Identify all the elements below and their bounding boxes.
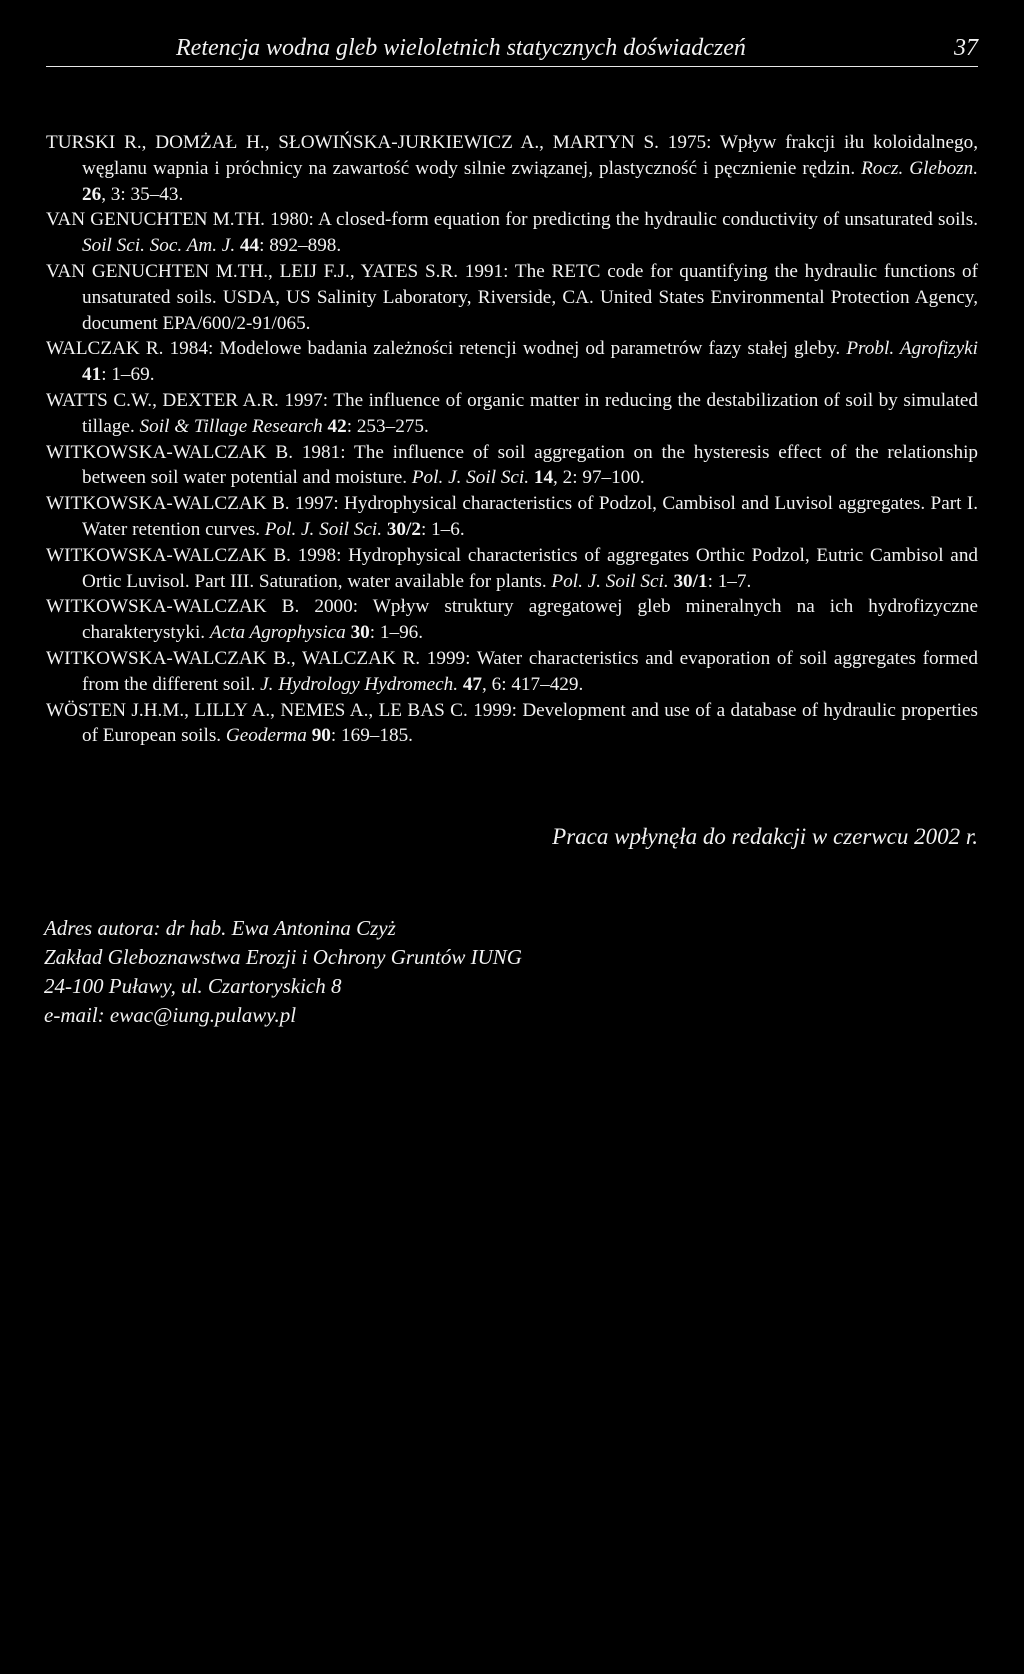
- reference-journal: J. Hydrology Hydromech.: [260, 673, 459, 695]
- reference-volume: 26: [82, 183, 102, 205]
- reference-authors: TURSKI R., DOMŻAŁ H., SŁOWIŃSKA-JURKIEWICZ A., MARTYN S.: [46, 132, 659, 153]
- reference-year: 1997: [294, 493, 334, 515]
- reference-list: [46, 130, 978, 749]
- reference-title: The influence of organic matter in reducing the destabilization of soil by simulated tillage.: [82, 389, 979, 437]
- reference-journal: Acta Agrophysica: [209, 622, 346, 644]
- reference-pages: : 892–898.: [259, 235, 342, 257]
- reference-title: A closed-form equation for predicting the hydraulic conductivity of unsaturated soils.: [318, 209, 978, 231]
- reference-entry: WITKOWSKA-WALCZAK B. 1998: Hydrophysical characteristics of aggregates Orthic Podzol, Eutric Cambisol and Ortic Luvisol. Part III. Saturation, water available for plants. Pol. J. Soil Sci. 30/1: 1–7.: [46, 544, 979, 592]
- reference-authors: WATTS C.W., DEXTER A.R.: [46, 389, 279, 411]
- reference-pages: : 1–69.: [101, 364, 155, 386]
- reference-entry: VAN GENUCHTEN M.TH., LEIJ F.J., YATES S.R. 1991: The RETC code for quantifying the hydraulic functions of unsaturated soils. USDA, US Salinity Laboratory, Riverside, CA. United States Environmental Protection Agency, document EPA/600/2-91/065.: [46, 260, 979, 334]
- reference-volume: 42: [327, 415, 347, 437]
- reference-entry: VAN GENUCHTEN M.TH. 1980: A closed-form equation for predicting the hydraulic conductivity of unsaturated soils. Soil Sci. Soc. Am. J. 44: 892–898.: [46, 209, 978, 257]
- reference-volume: 41: [82, 364, 102, 386]
- reference-authors: VAN GENUCHTEN M.TH., LEIJ F.J., YATES S.R.: [46, 260, 459, 282]
- reference-volume: 30/2: [386, 518, 421, 540]
- reference-year: 1999: [473, 699, 512, 721]
- reference-year: 1997: [284, 389, 323, 411]
- reference-authors: WITKOWSKA-WALCZAK B.: [46, 596, 300, 618]
- reference-journal: Pol. J. Soil Sci.: [551, 570, 669, 592]
- reference-authors: WITKOWSKA-WALCZAK B.: [46, 493, 290, 515]
- reference-entry: WITKOWSKA-WALCZAK B. 1997: Hydrophysical characteristics of Podzol, Cambisol and Luvisol aggregates. Part I. Water retention curves. Pol. J. Soil Sci. 30/2: 1–6.: [46, 493, 979, 540]
- reference-year: 1999: [426, 647, 466, 669]
- page-number: 37: [954, 35, 978, 61]
- reference-title: Water characteristics and evaporation of soil aggregates formed from the different soil.: [82, 647, 979, 695]
- reference-volume: 44: [239, 235, 260, 257]
- reference-title: Modelowe badania zależności retencji wodnej od parametrów fazy stałej gleby.: [219, 338, 841, 360]
- reference-authors: WALCZAK R.: [46, 338, 164, 360]
- reference-year: 2000: [314, 596, 353, 618]
- reference-authors: WITKOWSKA-WALCZAK B., WALCZAK R.: [46, 647, 421, 669]
- reference-title: Wpływ struktury agregatowej gleb mineralnych na ich hydrofizyczne charakterystyki.: [82, 596, 979, 644]
- reference-entry: WALCZAK R. 1984: Modelowe badania zależności retencji wodnej od parametrów fazy stałej gleby. Probl. Agrofizyki 41: 1–69.: [46, 338, 979, 386]
- reference-year: 1975: [667, 132, 707, 153]
- reference-volume: 47: [462, 673, 482, 695]
- reference-year: 1981: [301, 441, 341, 463]
- reference-authors: WÖSTEN J.H.M., LILLY A., NEMES A., LE BAS C.: [46, 699, 468, 721]
- author-address: [44, 914, 522, 1030]
- reference-year: 1998: [297, 544, 337, 566]
- reference-pages: , 2: 97–100.: [553, 467, 645, 489]
- reference-authors: WITKOWSKA-WALCZAK B.: [46, 544, 291, 566]
- reference-authors: VAN GENUCHTEN M.TH.: [46, 209, 265, 231]
- reference-title: The RETC code for quantifying the hydraulic functions of unsaturated soils. USDA, US Salinity Laboratory, Riverside, CA. United States Environmental Protection Agency, document EPA/600/2-91/065.: [82, 260, 979, 334]
- reference-volume: 90: [311, 725, 331, 747]
- reference-entry: WÖSTEN J.H.M., LILLY A., NEMES A., LE BAS C. 1999: Development and use of a database of hydraulic properties of European soils. Geoderma 90: 169–185.: [46, 699, 978, 747]
- reference-title: Hydrophysical characteristics of Podzol, Cambisol and Luvisol aggregates. Part I. Water retention curves.: [82, 493, 979, 540]
- address-line: e-mail: ewac@iung.pulawy.pl: [44, 1003, 297, 1027]
- reference-pages: , 3: 35–43.: [101, 183, 184, 205]
- reference-journal: Soil Sci. Soc. Am. J.: [82, 235, 236, 257]
- reference-title: The influence of soil aggregation on the hysteresis effect of the relationship between soil water potential and moisture.: [82, 441, 979, 489]
- reference-pages: : 1–6.: [420, 518, 465, 540]
- reference-entry: WATTS C.W., DEXTER A.R. 1997: The influence of organic matter in reducing the destabilization of soil by simulated tillage. Soil & Tillage Research 42: 253–275.: [46, 389, 979, 437]
- reference-journal: Soil & Tillage Research: [139, 415, 323, 437]
- reference-title: Development and use of a database of hydraulic properties of European soils.: [82, 699, 978, 747]
- reference-pages: : 1–96.: [369, 622, 424, 644]
- address-line: Zakład Gleboznawstwa Erozji i Ochrony Gruntów IUNG: [44, 945, 522, 969]
- running-title: Retencja wodna gleb wieloletnich statycznych doświadczeń: [176, 35, 746, 61]
- reference-volume: 14: [533, 467, 554, 489]
- reference-pages: : 1–7.: [707, 570, 752, 592]
- address-line: 24-100 Puławy, ul. Czartoryskich 8: [44, 974, 342, 998]
- reference-authors: WITKOWSKA-WALCZAK B.: [46, 441, 294, 463]
- reference-journal: Probl. Agrofizyki: [846, 338, 979, 360]
- reference-entry: WITKOWSKA-WALCZAK B. 1981: The influence of soil aggregation on the hysteresis effect of the relationship between soil water potential and moisture. Pol. J. Soil Sci. 14, 2: 97–100.: [46, 441, 979, 489]
- reference-volume: 30: [350, 622, 370, 644]
- reference-year: 1980: [270, 209, 309, 231]
- reference-journal: Rocz. Glebozn.: [861, 157, 979, 179]
- reference-volume: 30/1: [673, 570, 708, 592]
- reference-journal: Pol. J. Soil Sci.: [411, 467, 530, 489]
- reference-pages: : 253–275.: [346, 415, 429, 437]
- reference-entry: WITKOWSKA-WALCZAK B. 2000: Wpływ struktury agregatowej gleb mineralnych na ich hydrofizyczne charakterystyki. Acta Agrophysica 30: 1–96.: [46, 596, 979, 644]
- reference-year: 1984: [169, 338, 208, 360]
- reference-year: 1991: [464, 260, 504, 282]
- running-header: [46, 30, 978, 67]
- reference-entry: WITKOWSKA-WALCZAK B., WALCZAK R. 1999: Water characteristics and evaporation of soil aggregates formed from the different soil. J. Hydrology Hydromech. 47, 6: 417–429.: [46, 647, 979, 695]
- reference-pages: : 169–185.: [330, 725, 413, 747]
- received-note: Praca wpłynęła do redakcji w czerwcu 2002 r.: [552, 824, 978, 849]
- reference-journal: Pol. J. Soil Sci.: [264, 518, 383, 540]
- reference-title: Hydrophysical characteristics of aggregates Orthic Podzol, Eutric Cambisol and Ortic Luvisol. Part III. Saturation, water available for plants.: [82, 544, 979, 592]
- reference-journal: Geoderma: [225, 725, 307, 747]
- reference-entry: TURSKI R., DOMŻAŁ H., SŁOWIŃSKA-JURKIEWICZ A., MARTYN S. 1975: Wpływ frakcji iłu koloidalnego, węglanu wapnia i próchnicy na zawartość wody silnie związanej, plastyczność i pęcznienie rędzin. Rocz. Glebozn. 26, 3: 35–43.: [46, 132, 979, 205]
- reference-title: Wpływ frakcji iłu koloidalnego, węglanu wapnia i próchnicy na zawartość wody silnie związanej, plastyczność i pęcznienie rędzin.: [82, 132, 979, 179]
- address-line: Adres autora: dr hab. Ewa Antonina Czyż: [44, 916, 396, 940]
- reference-pages: , 6: 417–429.: [482, 673, 584, 695]
